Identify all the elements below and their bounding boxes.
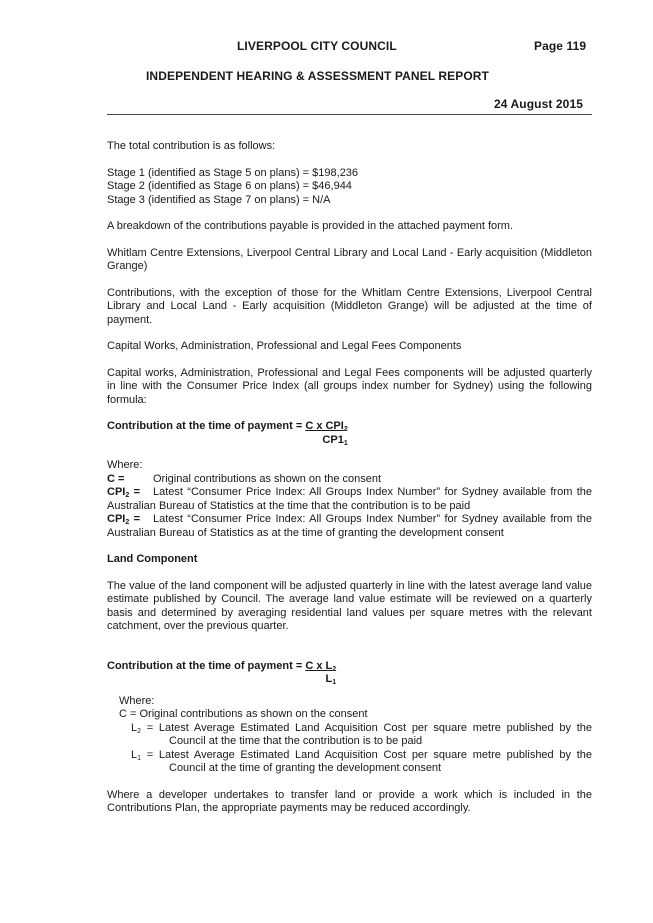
council-name: LIVERPOOL CITY COUNCIL: [237, 39, 397, 53]
denominator-subscript: 1: [343, 439, 348, 447]
definition-l2: [119, 722, 592, 749]
breakdown-text: A breakdown of the contributions payable is provided in the attached payment form.: [107, 220, 514, 232]
definition-text: = Latest Average Estimated Land Acquisition Cost per square metre published by the Council at the time that the contribution is to be paid: [141, 721, 592, 747]
definition-cpi-consent: [107, 513, 592, 540]
stage-1-line: Stage 1 (identified as Stage 5 on plans) = $198,236: [107, 166, 359, 179]
term-subscript: 1: [137, 754, 142, 762]
definition-text: Latest “Consumer Price Index: All Groups Index Number” for Sydney available from the Australian Bureau of Statistics as at the time of granting the development consent: [107, 513, 593, 539]
land-formula: [107, 660, 592, 687]
term-tail: =: [129, 486, 141, 498]
document-body: [107, 140, 592, 816]
capital-paragraph: Capital works, Administration, Professional and Legal Fees components will be adjusted quarterly in line with the Consumer Price Index (all groups index number for Sydney) using the following formula:: [107, 366, 592, 406]
numerator-main: C x L: [305, 659, 333, 672]
land-paragraph: The value of the land component will be adjusted quarterly in line with the latest average land value estimate published by Council. The average land value estimate will be reviewed on a quarterly basis and determined by averaging residential land values per square metres with the relevant catchment, over the previous quarter.: [107, 579, 592, 632]
definition-l1: [119, 749, 592, 776]
definition-text: Original contributions as shown on the consent: [153, 472, 382, 485]
formula-numerator: [305, 660, 336, 672]
intro-text: The total contribution is as follows:: [107, 140, 276, 152]
formula-lead: Contribution at the time of payment =: [107, 420, 306, 432]
definition-term: [107, 513, 140, 525]
formula-fraction: [305, 660, 336, 687]
land-definitions: [107, 695, 592, 776]
header-divider: [107, 114, 592, 115]
report-date: 24 August 2015: [494, 97, 583, 111]
definition-term: [107, 486, 140, 498]
report-title: INDEPENDENT HEARING & ASSESSMENT PANEL REPORT: [146, 69, 489, 83]
term-subscript: 2: [125, 519, 130, 526]
page-number: Page 119: [534, 39, 587, 53]
cpi-formula: [107, 420, 592, 447]
whitlam-text: Whitlam Centre Extensions, Liverpool Central Library and Local Land - Early acquisition (Middleton Grange): [107, 246, 592, 272]
definition-text: Latest “Consumer Price Index: All Groups Index Number” for Sydney available from the Australian Bureau of Statistics at the time that the contribution is to be paid: [107, 486, 593, 512]
denominator-subscript: 1: [332, 679, 337, 686]
term-main: CPI: [107, 486, 126, 498]
stage-3-line: Stage 3 (identified as Stage 7 on plans) = N/A: [107, 193, 331, 206]
contributions-adjust-text: Contributions, with the exception of those for the Whitlam Centre Extensions, Liverpool Central Library and Local Land - Early acquisition (Middleton Grange) will be adjusted at the time of payment.: [107, 286, 592, 326]
numerator-subscript: 2: [332, 665, 337, 673]
term-main: L: [131, 721, 138, 734]
definition-text: = Latest Average Estimated Land Acquisition Cost per square metre published by the Council at the time of granting the development consent: [141, 748, 592, 774]
definition-cpi-current: [107, 486, 592, 513]
formula-denominator: [305, 673, 336, 687]
numerator-subscript: 2: [343, 426, 348, 433]
where-label: Where:: [119, 694, 155, 707]
stage-2-line: Stage 2 (identified as Stage 6 on plans) = $46,944: [107, 180, 352, 192]
denominator-main: CP1: [322, 433, 344, 446]
where-label: Where:: [107, 459, 143, 471]
formula-numerator: [305, 420, 347, 432]
formula-fraction: [305, 420, 347, 447]
closing-paragraph: Where a developer undertakes to transfer land or provide a work which is included in the Contributions Plan, the appropriate payments may be reduced accordingly.: [107, 788, 592, 814]
numerator-main: C x CPI: [305, 420, 344, 432]
term-subscript: 2: [125, 492, 130, 499]
definition-c: C = Original contributions as shown on the consent: [119, 708, 368, 720]
formula-denominator: [305, 434, 347, 448]
definition-c: [107, 473, 592, 487]
cpi-definitions: [107, 473, 592, 541]
term-subscript: 2: [137, 727, 142, 735]
term-main: CPI: [107, 513, 126, 525]
formula-lead: Contribution at the time of payment =: [107, 659, 306, 672]
denominator-main: L: [325, 673, 333, 685]
term-tail: =: [129, 513, 141, 525]
term-main: L: [131, 748, 138, 761]
definition-term: C =: [107, 472, 125, 485]
land-heading: Land Component: [107, 553, 198, 565]
capital-heading: Capital Works, Administration, Professional and Legal Fees Components: [107, 340, 462, 352]
